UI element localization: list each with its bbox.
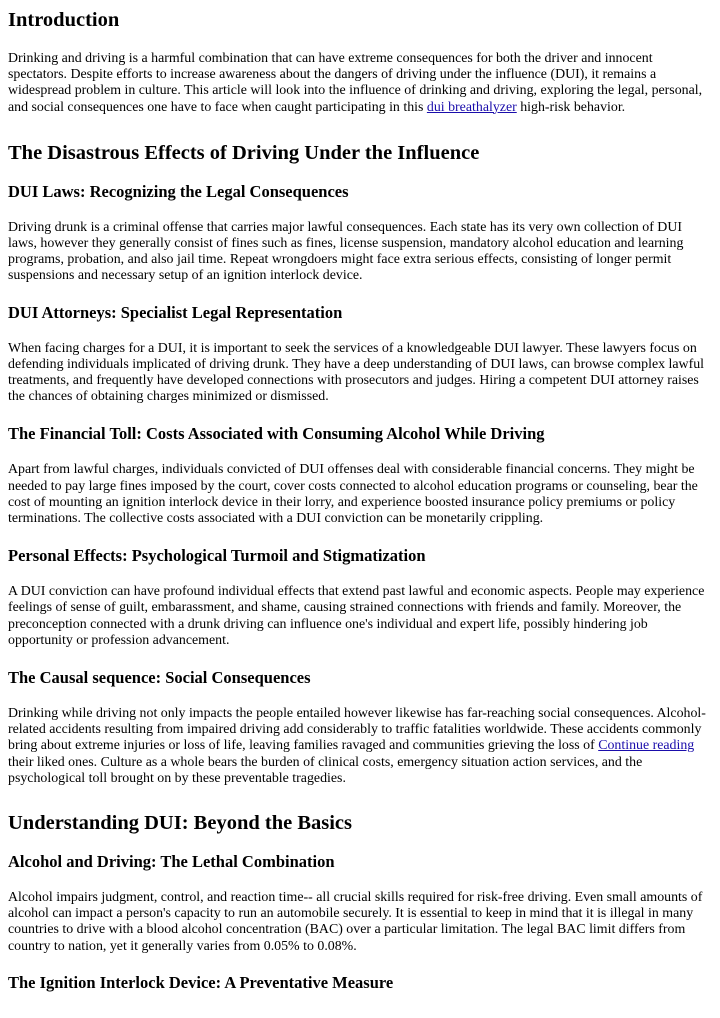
paragraph-dui-laws: Driving drunk is a criminal offense that carries major lawful consequences. Each state has its very own collection of DUI laws, however they generally consist of fines such as fines, license suspension, mandatory alcohol education and learning programs, probation, and also jail time. Repeat wrongdoers might face extra serious effects, consisting of longer permit suspensions and necessary setup of an ignition interlock device. [8,219,684,284]
social-text-after: their liked ones. Culture as a whole bears the burden of clinical costs, emergency situation action services, and the psychological toll brought on by these preventable tragedies. [8,754,643,786]
heading-understanding-dui: Understanding DUI: Beyond the Basics [8,812,352,835]
heading-personal-effects: Personal Effects: Psychological Turmoil and Stigmatization [8,546,426,566]
paragraph-dui-attorneys: When facing charges for a DUI, it is important to seek the services of a knowledgeable DUI lawyer. These lawyers focus on defending individuals implicated of driving drunk. They have a deep understanding of DUI laws, can browse complex lawful treatments, and frequently have developed connections with prosecutors and judges. Hiring a competent DUI attorney raises the chances of obtaining charges minimized or dismissed. [8,340,705,405]
heading-introduction: Introduction [8,9,120,31]
heading-ignition-interlock: The Ignition Interlock Device: A Preventative Measure [8,972,394,992]
heading-disastrous-effects: The Disastrous Effects of Driving Under the Influence [8,141,480,164]
dui-breathalyzer-link[interactable]: dui breathalyzer [426,99,517,115]
heading-dui-attorneys: DUI Attorneys: Specialist Legal Representation [8,302,343,322]
paragraph-social-consequences [8,706,712,787]
paragraph-personal-effects: A DUI conviction can have profound individual effects that extend past lawful and economic aspects. People may experience feelings of sense of guilt, embarassment, and shame, causing strained connections with friends and family. Moreover, the preconception connected with a drunk driving can influence one's individual and expert life, possibly hindering job opportunity or profession advancement. [8,584,705,648]
continue-reading-link[interactable]: Continue reading [598,738,695,754]
heading-financial-toll: The Financial Toll: Costs Associated with Consuming Alcohol While Driving [8,424,545,444]
paragraph-introduction [8,51,712,116]
intro-text-after: high-risk behavior. [516,99,626,115]
heading-dui-laws: DUI Laws: Recognizing the Legal Consequences [8,181,349,201]
paragraph-financial-toll: Apart from lawful charges, individuals convicted of DUI offenses deal with considerable financial concerns. They might be needed to pay large fines imposed by the court, cover costs connected to alcohol education programs or counseling, bear the cost of mounting an ignition interlock device in their lorry, and experience boosted insurance policy premiums or policy terminations. The collective costs associated with a DUI conviction can be monetarily crippling. [8,462,698,527]
intro-text-before: Drinking and driving is a harmful combination that can have extreme consequences for both the driver and innocent spectators. Despite efforts to increase awareness about the dangers of driving under the influence (DUI), it remains a widespread problem in culture. This article will look into the influence of drinking and driving, exploring the legal, personal, and social consequences one have to face when caught participating in this [8,51,703,115]
social-text-before: Drinking while driving not only impacts the people entailed however likewise has far-reaching social consequences. Alcohol-related accidents resulting from impaired driving add considerably to traffic fatalities worldwide. These accidents commonly bring about extreme injuries or loss of life, leaving families ravaged and communities grieving the loss of [8,706,706,754]
heading-alcohol-driving: Alcohol and Driving: The Lethal Combination [8,852,335,872]
heading-social-consequences: The Causal sequence: Social Consequences [8,668,311,688]
paragraph-alcohol-driving: Alcohol impairs judgment, control, and reaction time-- all crucial skills required for risk-free driving. Even small amounts of alcohol can impact a person's capacity to run an automobile securely. It is essential to keep in mind that it is illegal in many countries to drive with a blood alcohol concentration (BAC) over a particular limitation. The legal BAC limit differs from country to nation, yet it generally varies from 0.05% to 0.08%. [8,890,703,954]
